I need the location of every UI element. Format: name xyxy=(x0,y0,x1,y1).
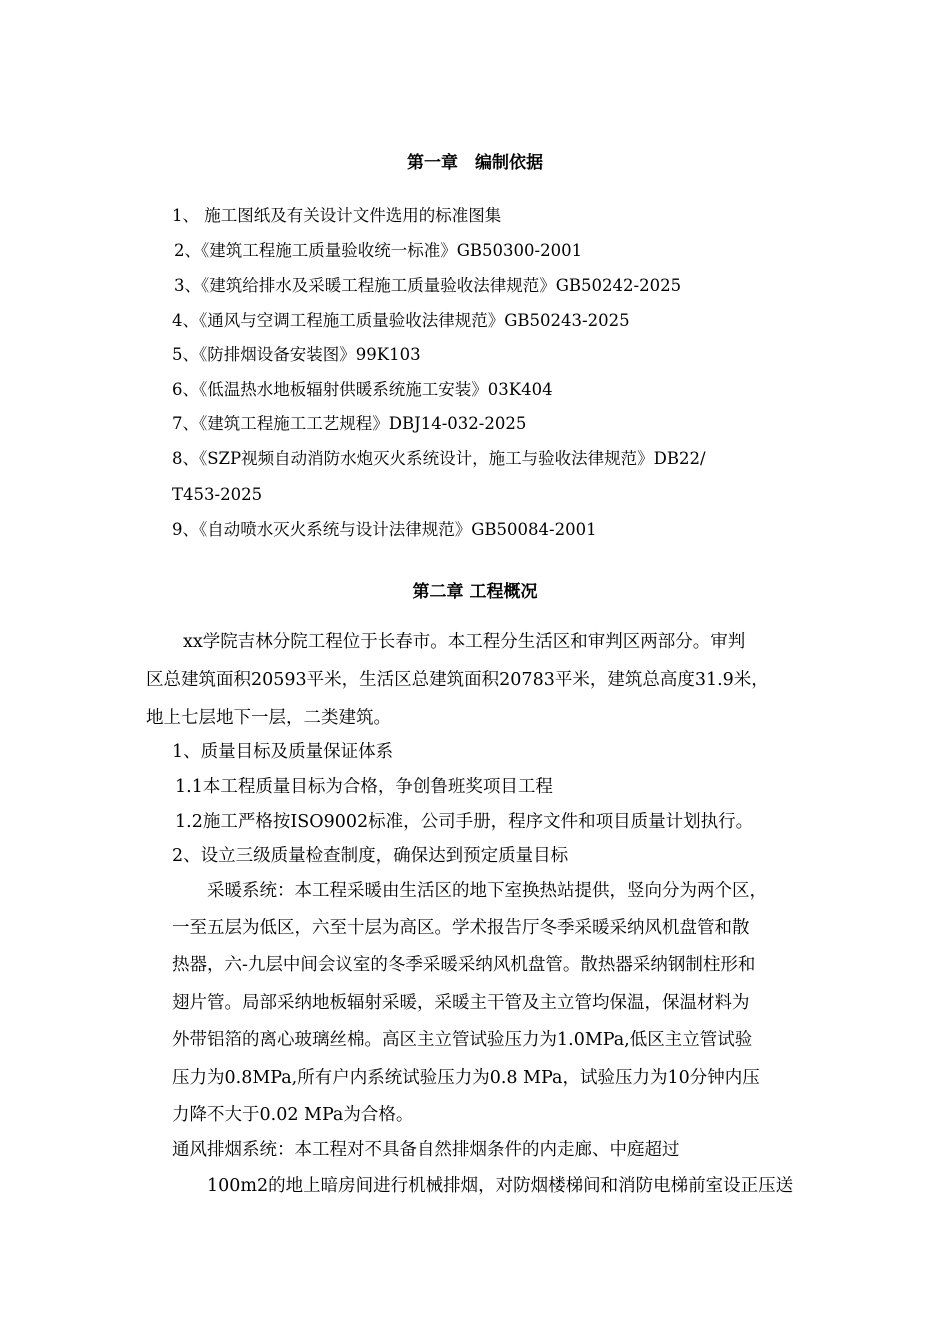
reference-item-3: 3、《建筑给排水及采暖工程施工质量验收法律规范》GB50242-2025 xyxy=(174,276,682,295)
heating-line-3: 热器，六-九层中间会议室的冬季采暖采纳风机盘管。散热器采纳钢制柱形和 xyxy=(172,955,756,975)
reference-item-8: 8、《SZP视频自动消防水炮灭火系统设计，施工与验收法律规范》DB22/ xyxy=(172,449,706,468)
heating-line-4: 翅片管。局部采纳地板辐射采暖，采暖主干管及主立管均保温，保温材料为 xyxy=(172,993,750,1013)
chapter-1-title: 第一章 编制依据 xyxy=(407,153,543,173)
quality-item-1-2: 1.2施工严格按ISO9002标准，公司手册，程序文件和项目质量计划执行。 xyxy=(175,812,754,832)
quality-heading-2: 2、设立三级质量检查制度，确保达到预定质量目标 xyxy=(172,846,569,866)
ventilation-line-1: 100m2的地上暗房间进行机械排烟，对防烟楼梯间和消防电梯前室设正压送 xyxy=(207,1176,794,1196)
heating-line-5: 外带铝箔的离心玻璃丝棉。高区主立管试验压力为1.0MPa,低区主立管试验 xyxy=(172,1030,753,1050)
chapter-2-title: 第二章 工程概况 xyxy=(412,582,538,602)
overview-line-2: 区总建筑面积20593平米，生活区总建筑面积20783平米，建筑总高度31.9米， xyxy=(146,670,769,690)
reference-item-1: 1、 施工图纸及有关设计文件选用的标准图集 xyxy=(172,206,502,225)
reference-item-2: 2、《建筑工程施工质量验收统一标准》GB50300-2001 xyxy=(174,241,583,260)
quality-heading: 1、质量目标及质量保证体系 xyxy=(172,742,394,762)
reference-item-6: 6、《低温热水地板辐射供暖系统施工安装》03K404 xyxy=(172,380,553,399)
quality-item-1-1: 1.1本工程质量目标为合格，争创鲁班奖项目工程 xyxy=(175,777,553,797)
overview-line-3: 地上七层地下一层，二类建筑。 xyxy=(146,708,391,728)
reference-item-7: 7、《建筑工程施工工艺规程》DBJ14-032-2025 xyxy=(172,414,527,433)
heating-line-8: 通风排烟系统：本工程对不具备自然排烟条件的内走廊、中庭超过 xyxy=(172,1140,680,1160)
heating-line-2: 一至五层为低区，六至十层为高区。学术报告厅冬季采暖采纳风机盘管和散 xyxy=(172,918,750,938)
reference-item-9: 9、《自动喷水灭火系统与设计法律规范》GB50084-2001 xyxy=(172,520,597,539)
heating-line-6: 压力为0.8MPa,所有户内系统试验压力为0.8 MPa，试验压力为10分钟内压 xyxy=(172,1068,760,1088)
reference-item-4: 4、《通风与空调工程施工质量验收法律规范》GB50243-2025 xyxy=(172,311,630,330)
reference-item-5: 5、《防排烟设备安装图》99K103 xyxy=(172,345,421,364)
reference-item-8-continued: T453-2025 xyxy=(172,485,263,504)
heating-line-1: 采暖系统：本工程采暖由生活区的地下室换热站提供，竖向分为两个区， xyxy=(207,881,767,901)
heating-line-7: 力降不大于0.02 MPa为合格。 xyxy=(172,1105,414,1125)
overview-line-1: xx学院吉林分院工程位于长春市。本工程分生活区和审判区两部分。审判 xyxy=(183,632,746,652)
